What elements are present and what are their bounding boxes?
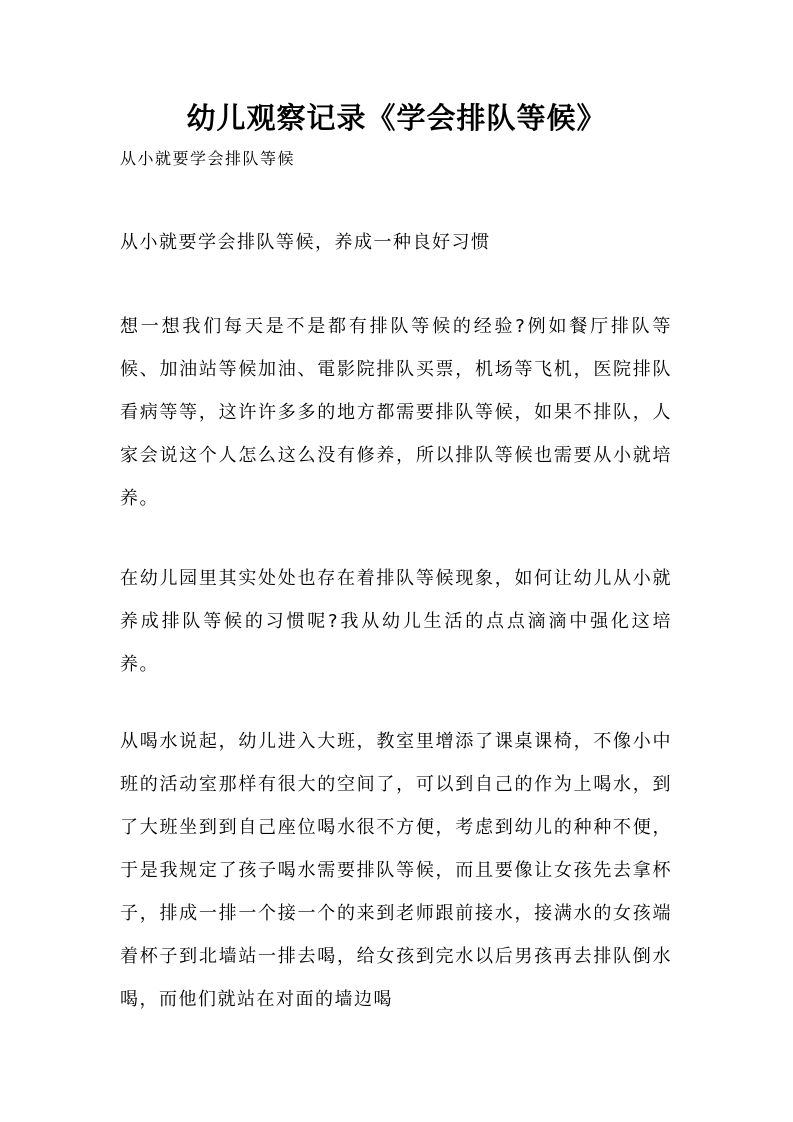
paragraph-3: 在幼儿园里其实处处也存在着排队等候现象，如何让幼儿从小就养成排队等候的习惯呢?我从幼儿生活的点点滴滴中强化这培养。 bbox=[120, 568, 672, 675]
document-title: 幼儿观察记录《学会排队等候》 bbox=[186, 101, 607, 135]
paragraph-2: 想一想我们每天是不是都有排队等候的经验?例如餐厅排队等候、加油站等候加油、電影院排队买票，机场等飞机，医院排队看病等等，这许许多多的地方都需要排队等候，如果不排队，人家会说这个人怎么这么没有修养，所以排队等候也需要从小就培养。 bbox=[120, 316, 672, 509]
paragraph-4: 从喝水说起，幼儿进入大班，教室里增添了课桌课椅，不像小中班的活动室那样有很大的空间了，可以到自己的作为上喝水，到了大班坐到到自己座位喝水很不方便，考虑到幼儿的种种不便，于是我规定了孩子喝水需要排队等候，而且要像让女孩先去拿杯子，排成一排一个接一个的来到老师跟前接水，接满水的女孩端着杯子到北墙站一排去喝，给女孩到完水以后男孩再去排队倒水喝，而他们就站在对面的墙边喝 bbox=[120, 731, 672, 1010]
document-subtitle: 从小就要学会排队等候 bbox=[120, 149, 296, 168]
paragraph-1: 从小就要学会排队等候，养成一种良好习惯 bbox=[120, 232, 491, 253]
